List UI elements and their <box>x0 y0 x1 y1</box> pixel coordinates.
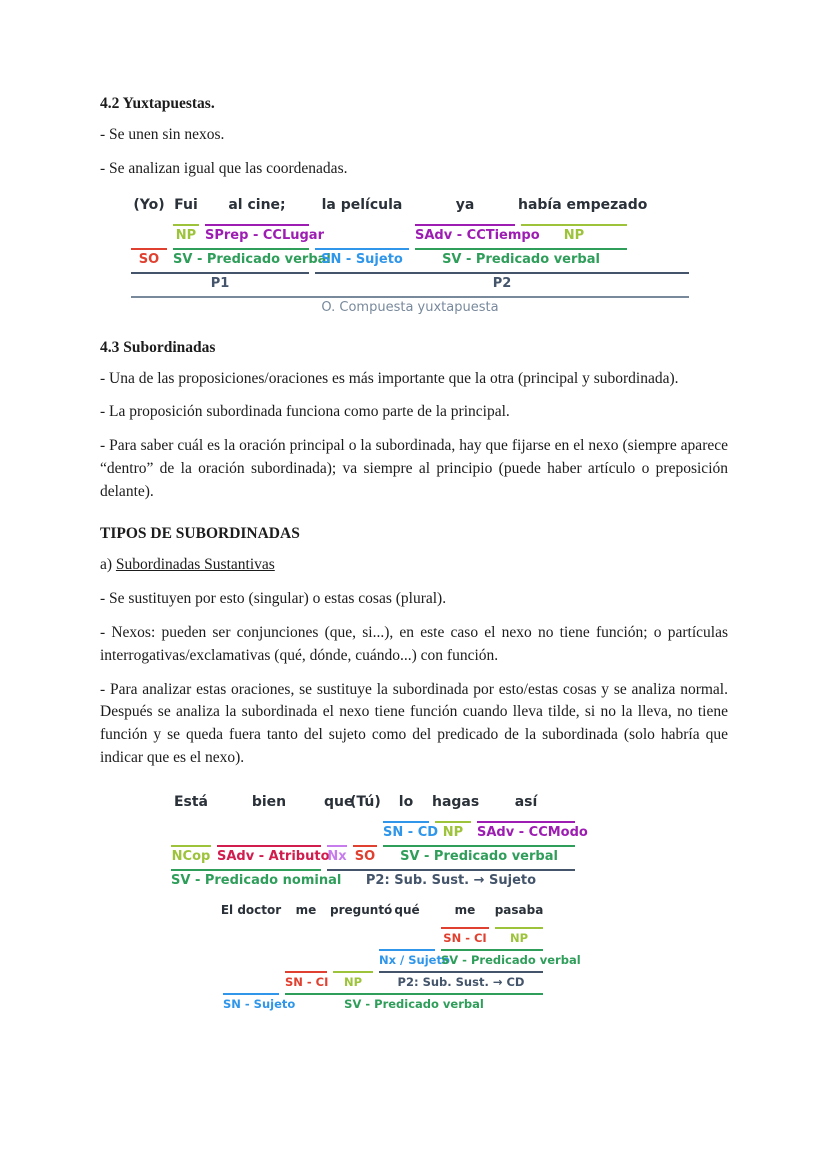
word-al-cine: al cine; <box>228 196 286 213</box>
label-nx: Nx <box>327 845 347 864</box>
label-sn-ci-sub: SN - CI <box>441 927 489 945</box>
word-ya: ya <box>455 196 475 213</box>
item-a-prefix: a) <box>100 556 116 574</box>
label-nx-sujeto: Nx / Sujeto <box>379 949 435 967</box>
word-esta: Está <box>173 793 209 810</box>
word-pasaba: pasaba <box>494 902 544 917</box>
label-sn-sujeto: SN - Sujeto <box>315 248 409 267</box>
label-so: SO <box>353 845 377 864</box>
label-sv-predicado-verbal-sub: SV - Predicado verbal <box>441 949 543 967</box>
sentence-diagram-sub-sujeto <box>168 793 588 888</box>
word-habia-empezado: había empezado <box>518 196 648 213</box>
word-tu: (Tú) <box>350 793 381 810</box>
label-sn-sujeto: SN - Sujeto <box>223 993 279 1011</box>
heading-tipos-de-subordinadas: TIPOS DE SUBORDINADAS <box>100 525 300 543</box>
section-heading-4-2: 4.2 Yuxtapuestas. <box>100 95 215 112</box>
label-sadv-ccmodo: SAdv - CCModo <box>477 821 575 840</box>
diagram-caption: O. Compuesta yuxtapuesta <box>131 296 689 315</box>
label-p2-sub-sust-sujeto: P2: Sub. Sust. → Sujeto <box>327 869 575 888</box>
item-a-title: Subordinadas Sustantivas <box>115 556 275 574</box>
label-sn-cd: SN - CD <box>383 821 429 840</box>
label-sv-predicado-verbal: SV - Predicado verbal <box>383 845 575 864</box>
item-a-subordinadas-sustantivas <box>100 554 728 577</box>
label-sv-predicado-verbal-2: SV - Predicado verbal <box>415 248 627 267</box>
word-el-doctor: El doctor <box>220 902 282 917</box>
label-so: SO <box>131 248 167 267</box>
para-para-saber: - Para saber cuál es la oración principal o la subordinada, hay que fijarse en el nexo (siempre aparece “dentro” de la oración subordinada); va siempre al principio (puede haber artículo o preposición delante). <box>100 437 728 500</box>
sentence-diagram-yuxtapuesta <box>128 197 692 315</box>
word-me-1: me <box>295 902 317 917</box>
para-nexos: - Nexos: pueden ser conjunciones (que, si...), en este caso el nexo no tiene función; o partículas interrogativas/exclamativas (qué, dónde, cuándo...) con función. <box>100 624 728 664</box>
word-pregunto: preguntó <box>330 902 393 917</box>
para-para-analizar: - Para analizar estas oraciones, se sustituye la subordinada por esto/estas cosas y se analiza normal. Después se analiza la subordinada el nexo tiene función cuando lleva tilde, si no la lleva, no tiene función y se queda fuera tanto del sujeto como del predicado de la subordinada (solo habría que indicar que es el nexo). <box>100 680 728 766</box>
label-sn-ci-main: SN - CI <box>285 971 327 989</box>
word-hagas: hagas <box>432 793 480 810</box>
para-una-de-las: - Una de las proposiciones/oraciones es más importante que la otra (principal y subordinada). <box>100 369 679 387</box>
label-np-fui: NP <box>173 224 199 243</box>
label-p1: P1 <box>131 272 309 291</box>
para-se-unen: - Se unen sin nexos. <box>100 126 225 143</box>
label-sv-predicado-verbal-main: SV - Predicado verbal <box>285 993 543 1011</box>
word-yo: (Yo) <box>133 196 165 213</box>
word-lo: lo <box>398 793 414 810</box>
label-np-pasaba: NP <box>495 927 543 945</box>
label-sadv-atributo: SAdv - Atributo <box>217 845 321 864</box>
word-bien: bien <box>251 793 287 810</box>
word-que: que <box>324 793 354 810</box>
word-asi: así <box>514 793 538 810</box>
word-que: qué <box>394 902 420 917</box>
section-heading-4-3: 4.3 Subordinadas <box>100 338 216 356</box>
label-p2: P2 <box>315 272 689 291</box>
sentence-diagram-sub-cd <box>220 902 581 1011</box>
label-sprep-cclugar: SPrep - CCLugar <box>205 224 309 243</box>
label-np-pregunto: NP <box>333 971 373 989</box>
word-la-pelicula: la película <box>321 196 403 213</box>
label-ncop: NCop <box>171 845 211 864</box>
word-fui: Fui <box>174 196 198 213</box>
label-np-habia: NP <box>521 224 627 243</box>
label-sadv-cctiempo: SAdv - CCTiempo <box>415 224 515 243</box>
label-sv-predicado-nominal: SV - Predicado nominal <box>171 869 321 888</box>
para-se-analizan: - Se analizan igual que las coordenadas. <box>100 159 348 177</box>
label-p2-sub-sust-cd: P2: Sub. Sust. → CD <box>379 971 543 989</box>
label-sv-predicado-verbal-1: SV - Predicado verbal <box>173 248 309 267</box>
para-la-proposicion: - La proposición subordinada funciona como parte de la principal. <box>100 403 510 421</box>
word-me-2: me <box>454 902 476 917</box>
label-np-hagas: NP <box>435 821 471 840</box>
para-se-sustituyen: - Se sustituyen por esto (singular) o estas cosas (plural). <box>100 590 447 608</box>
